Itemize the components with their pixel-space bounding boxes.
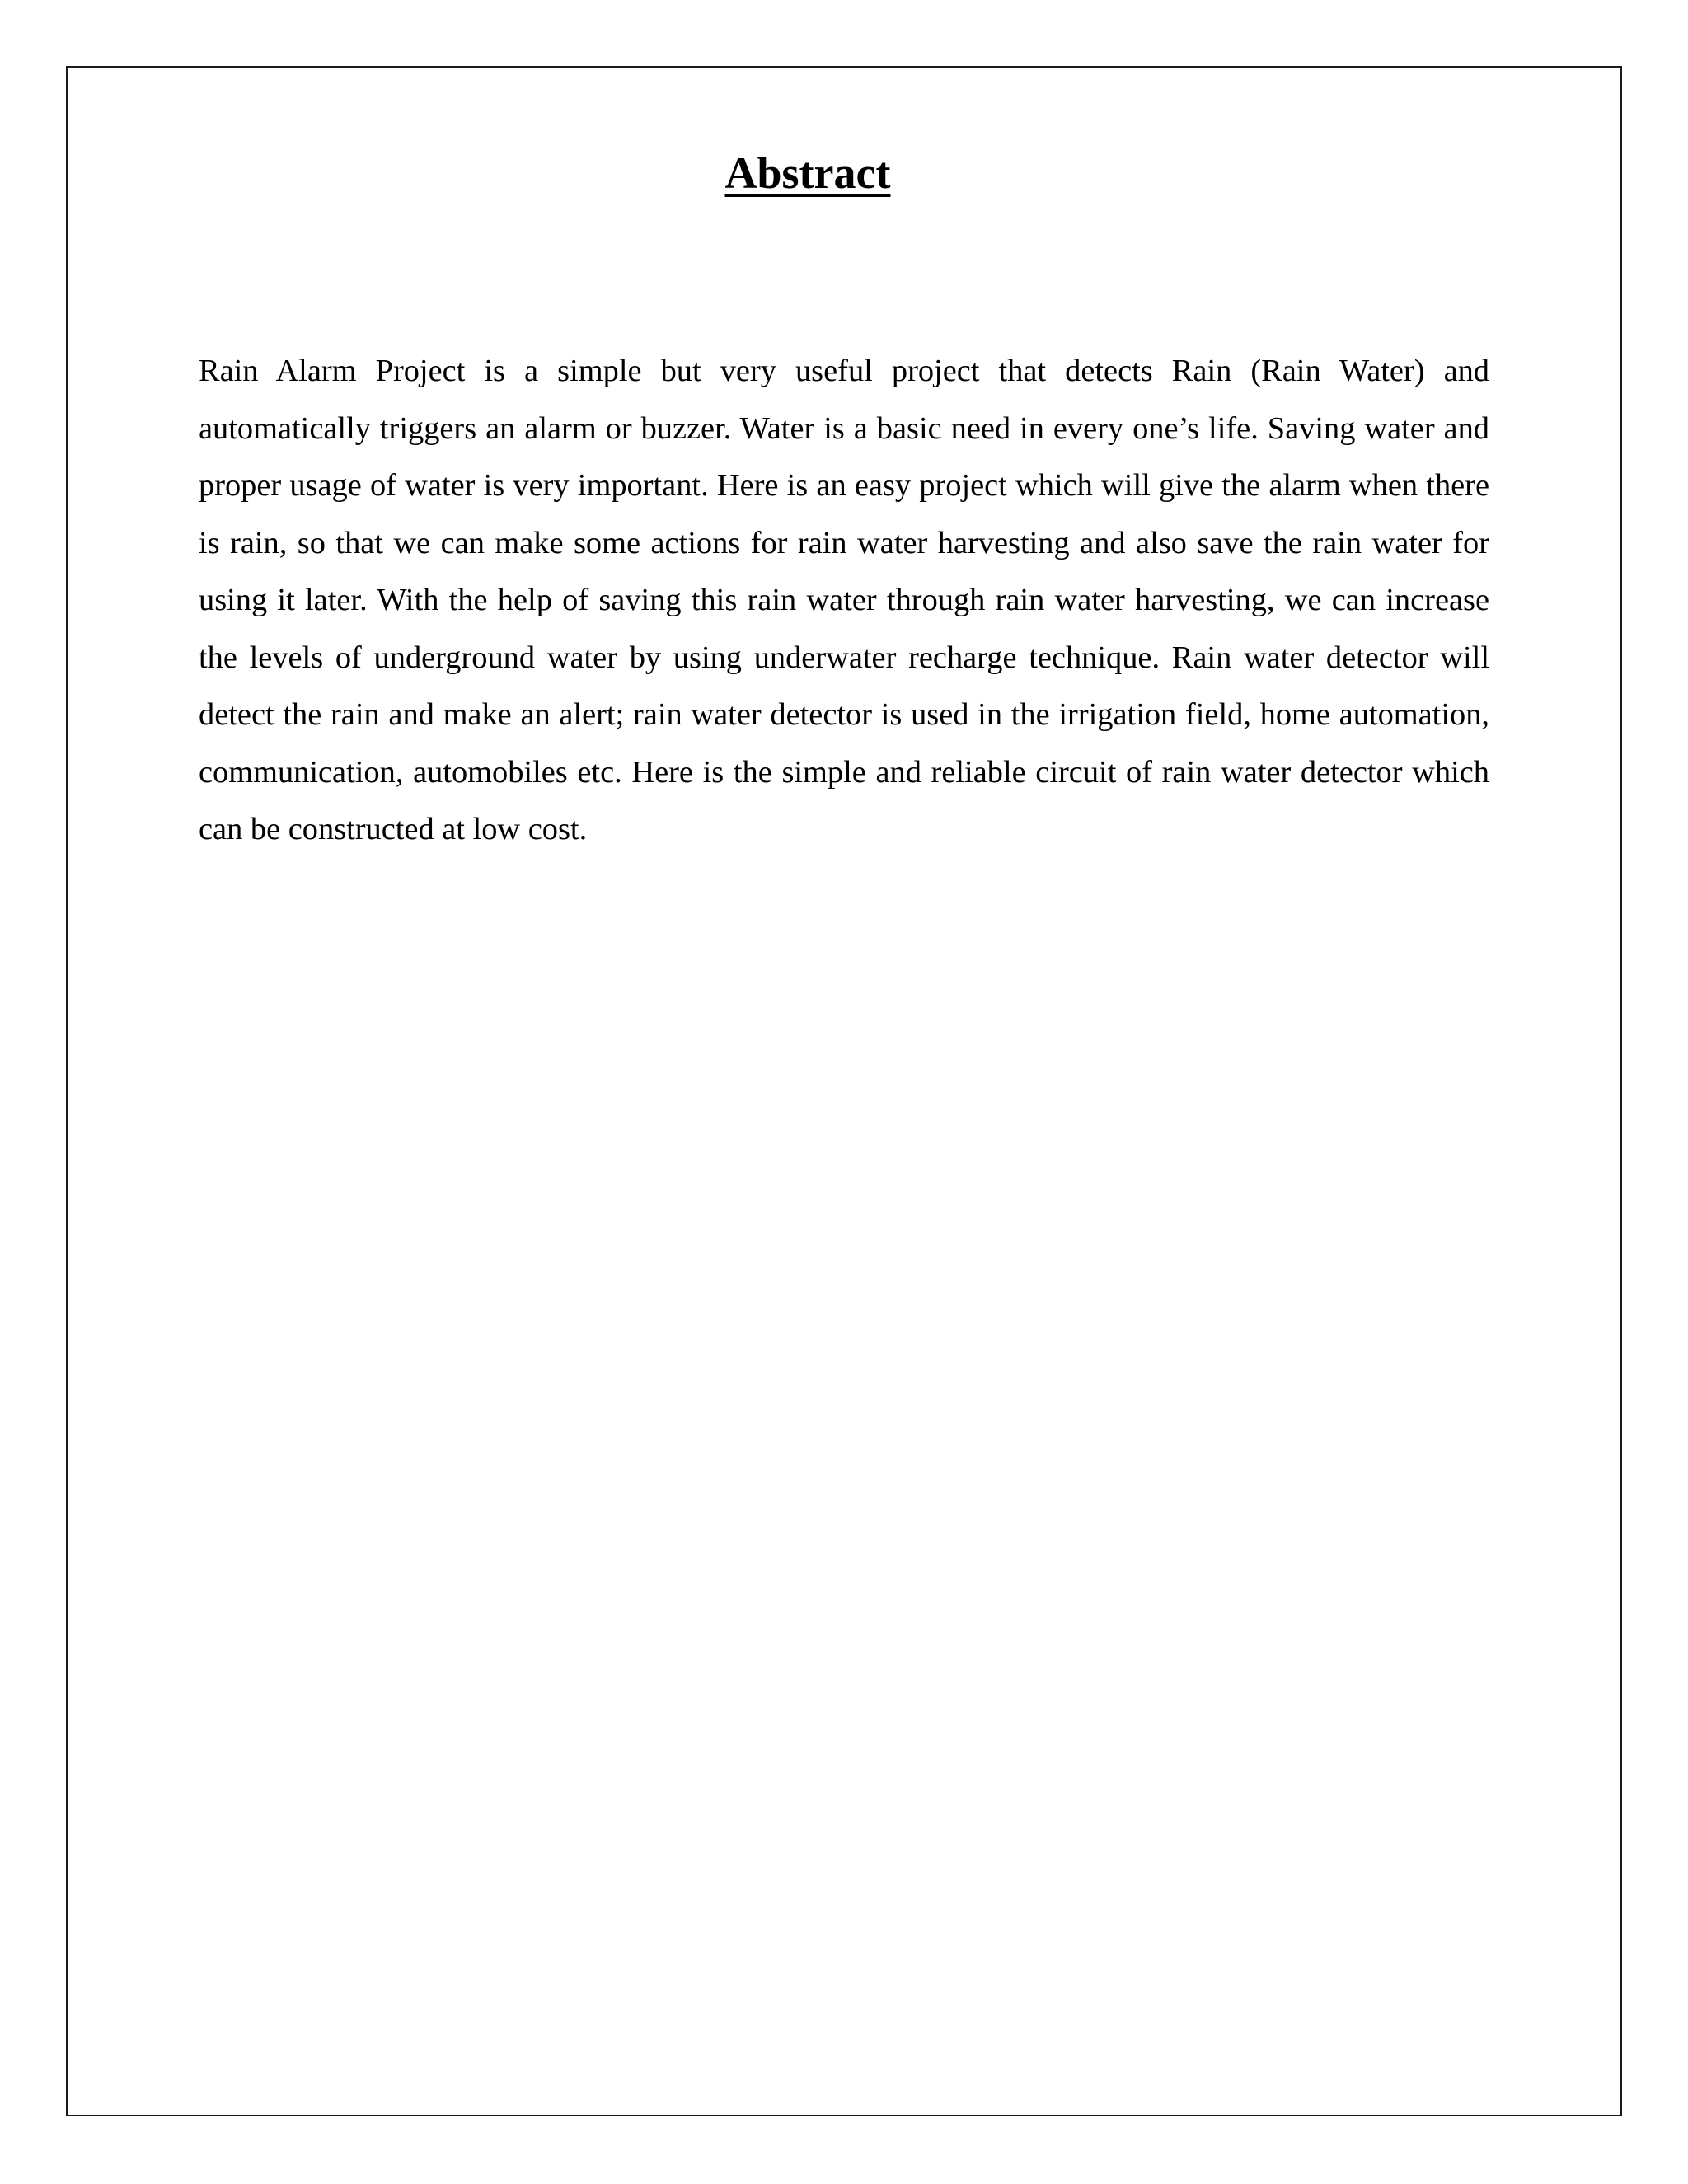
abstract-title: Abstract bbox=[724, 148, 891, 198]
abstract-paragraph: Rain Alarm Project is a simple but very useful project that detects Rain (Rain Water) and automatically triggers an alarm or buzzer. Water is a basic need in every one’s life. Saving water and proper usage of water is very important. Here is an easy project which will give the alarm when there is rain, so that we can make some actions for rain water harvesting and also save the rain water for using it later. With the help of saving this rain water through rain water harvesting, we can increase the levels of underground water by using underwater recharge technique. Rain water detector will detect the rain and make an alert; rain water detector is used in the irrigation field, home automation, communication, automobiles etc. Here is the simple and reliable circuit of rain water detector which can be constructed at low cost. bbox=[199, 354, 1489, 846]
